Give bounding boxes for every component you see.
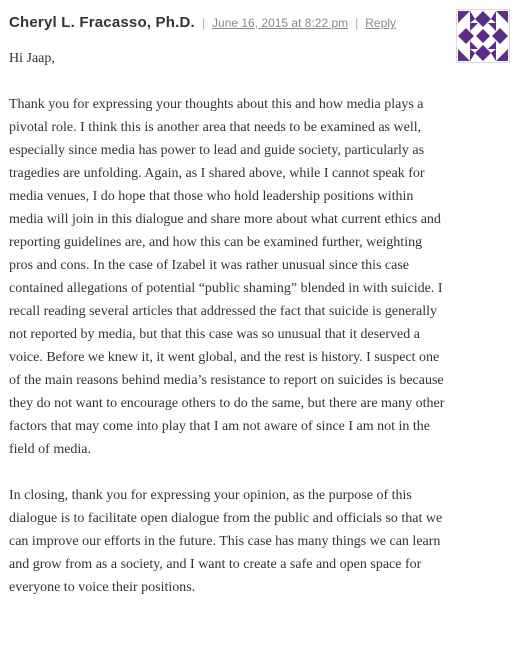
avatar [456, 9, 510, 63]
comment-paragraph: Hi Jaap, [9, 51, 55, 66]
comment-author: Cheryl L. Fracasso, Ph.D. [9, 14, 195, 31]
reply-link[interactable]: Reply [365, 16, 396, 30]
meta-separator: | [201, 16, 206, 30]
comment-paragraph: In closing, thank you for expressing your opinion, as the purpose of this dialogue is to facilitate open dialogue from the public and officials so that we can improve our efforts in the future. This case has many things we can learn and grow from as a society, and I want to create a safe and open space for everyone to voice their positions. [9, 488, 443, 595]
meta-separator: | [355, 16, 359, 30]
comment-meta [9, 13, 396, 33]
comment-paragraph: Thank you for expressing your thoughts about this and how media plays a pivotal role. I think this is another area that needs to be examined as well, especially since media has power to lead and guide society, particularly as tragedies are unfolding. Again, as I shared above, while I cannot speak for media venues, I do hope that those who hold leadership positions within media will join in this dialogue and share more about what current ethics and reporting guidelines are, and how this can be examined further, weighting pros and cons. In the case of Izabel it was rather unusual since this case contained allegations of potential “public shaming” blended in with suicide. I recall reading several articles that addressed the fact that suicide is generally not reported by media, but that this case was so unusual that it deserved a voice. Before we knew it, it went global, and the rest is history. I suspect one of the main reasons behind media’s resistance to report on suicides is because they do not want to encourage others to do the same, but there are many other factors that may come into play that I am not aware of since I am not in the field of media. [9, 97, 445, 457]
comment-date-link[interactable]: June 16, 2015 at 8:22 pm [212, 16, 349, 30]
comment-body [9, 47, 449, 622]
identicon-avatar-icon [458, 11, 508, 61]
